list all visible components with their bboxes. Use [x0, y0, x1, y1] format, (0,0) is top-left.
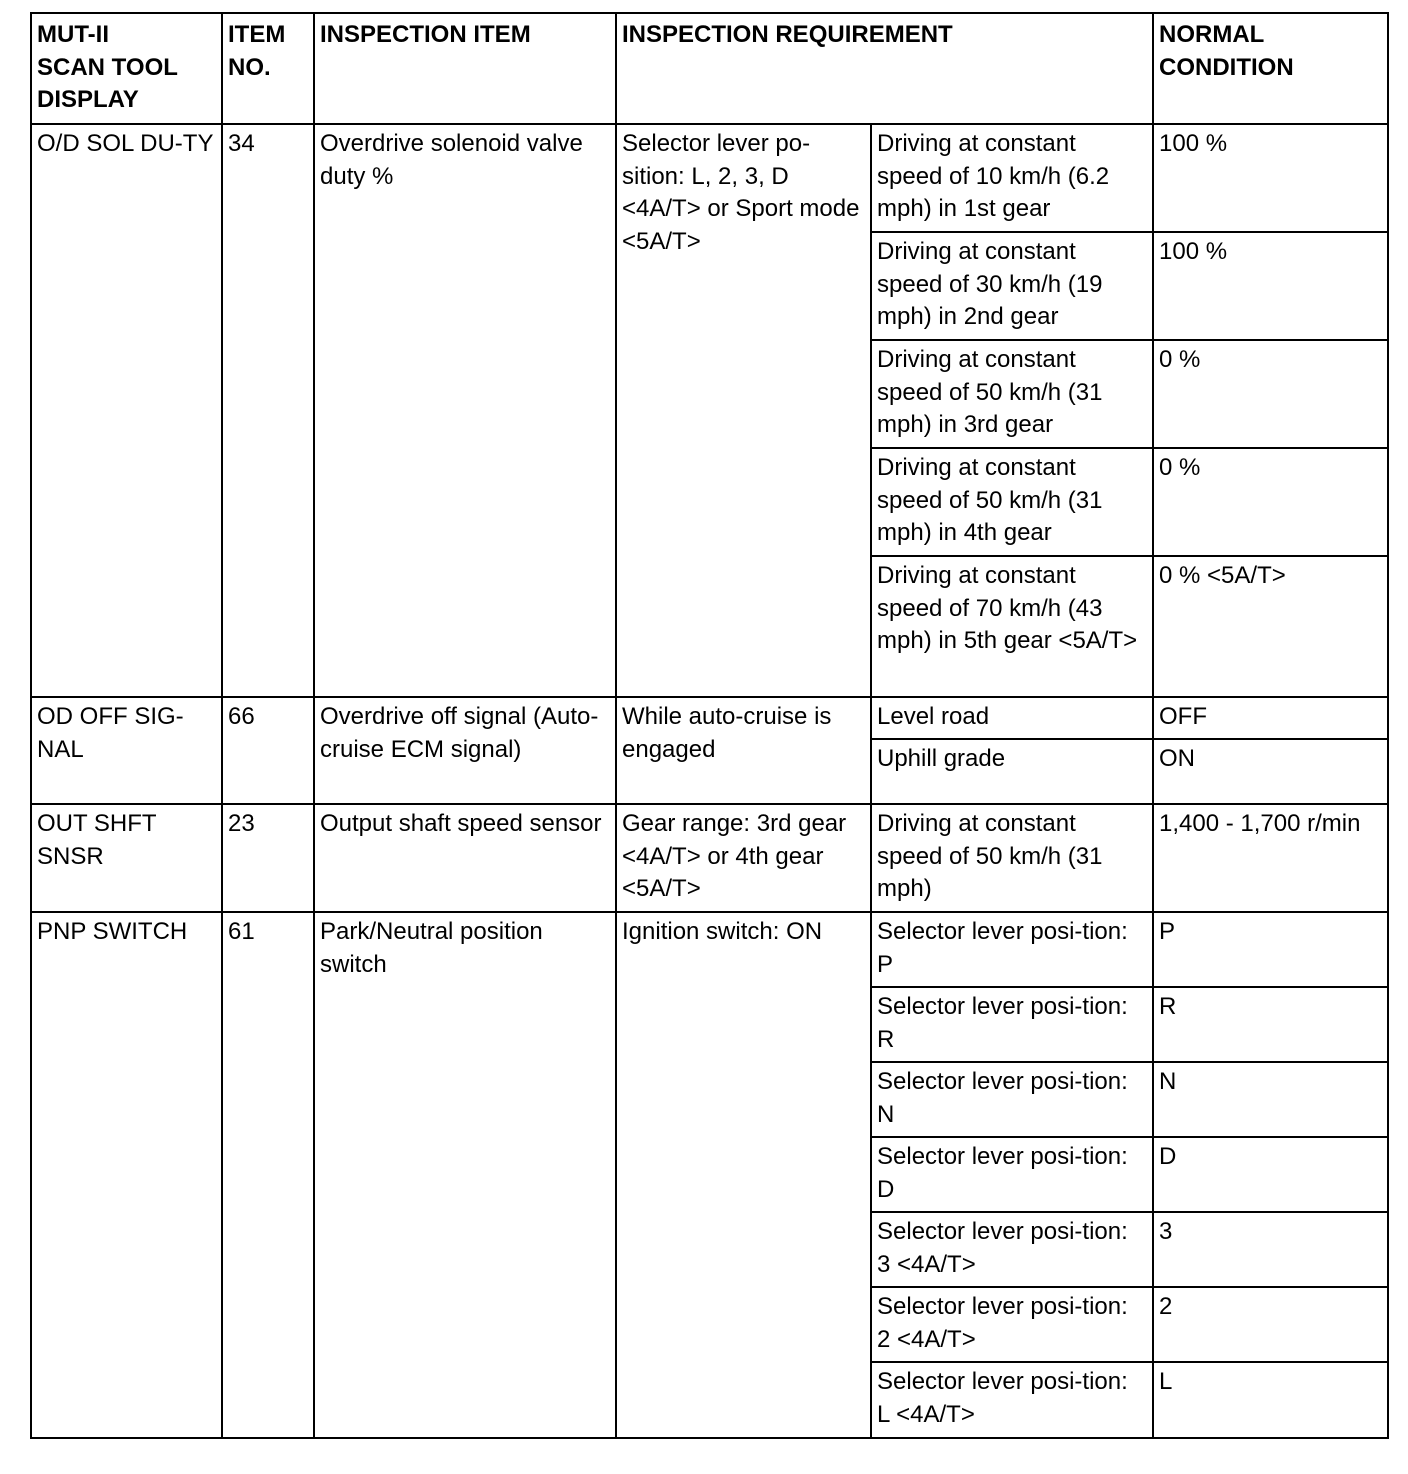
condition-cell: Driving at constant speed of 70 km/h (43 mph) in 5th gear <5A/T> [871, 556, 1153, 697]
table-row [31, 804, 1388, 912]
header-inspection-item: INSPECTION ITEM [314, 13, 616, 124]
item-no-cell: 23 [222, 804, 314, 912]
condition-cell: Driving at constant speed of 50 km/h (31 mph) in 3rd gear [871, 340, 1153, 448]
header-row [31, 13, 1388, 124]
condition-cell: Selector lever posi-tion: P [871, 912, 1153, 987]
condition-cell: Driving at constant speed of 30 km/h (19 mph) in 2nd gear [871, 232, 1153, 340]
scan-tool-display-cell: O/D SOL DU-TY [31, 124, 222, 697]
normal-value-cell: D [1153, 1137, 1388, 1212]
condition-cell: Selector lever posi-tion: 3 <4A/T> [871, 1212, 1153, 1287]
condition-cell: Driving at constant speed of 10 km/h (6.2 mph) in 1st gear [871, 124, 1153, 232]
inspection-item-cell: Overdrive off signal (Auto-cruise ECM signal) [314, 697, 616, 804]
normal-value-cell: 2 [1153, 1287, 1388, 1362]
condition-cell: Uphill grade [871, 739, 1153, 804]
item-no-cell: 61 [222, 912, 314, 1438]
table-row [31, 912, 1388, 987]
inspection-table [30, 12, 1389, 1439]
header-normal-condition: NORMAL CONDITION [1153, 13, 1388, 124]
item-no-cell: 66 [222, 697, 314, 804]
normal-value-cell: 0 % [1153, 340, 1388, 448]
header-scan-tool-display: MUT-II SCAN TOOL DISPLAY [31, 13, 222, 124]
condition-cell: Selector lever posi-tion: L <4A/T> [871, 1362, 1153, 1438]
table-row [31, 697, 1388, 739]
header-inspection-requirement: INSPECTION REQUIREMENT [616, 13, 1153, 124]
condition-cell: Driving at constant speed of 50 km/h (31 mph) in 4th gear [871, 448, 1153, 556]
requirement-cell: Selector lever po-sition: L, 2, 3, D <4A/T> or Sport mode <5A/T> [616, 124, 871, 697]
table-row [31, 124, 1388, 232]
normal-value-cell: OFF [1153, 697, 1388, 739]
normal-value-cell: 0 % <5A/T> [1153, 556, 1388, 697]
item-no-cell: 34 [222, 124, 314, 697]
normal-value-cell: ON [1153, 739, 1388, 804]
normal-value-cell: 3 [1153, 1212, 1388, 1287]
inspection-item-cell: Overdrive solenoid valve duty % [314, 124, 616, 697]
inspection-item-cell: Output shaft speed sensor [314, 804, 616, 912]
normal-value-cell: 100 % [1153, 232, 1388, 340]
scan-tool-display-cell: OUT SHFT SNSR [31, 804, 222, 912]
scan-tool-display-cell: PNP SWITCH [31, 912, 222, 1438]
inspection-item-cell: Park/Neutral position switch [314, 912, 616, 1438]
normal-value-cell: R [1153, 987, 1388, 1062]
condition-cell: Level road [871, 697, 1153, 739]
normal-value-cell: 0 % [1153, 448, 1388, 556]
condition-cell: Driving at constant speed of 50 km/h (31 mph) [871, 804, 1153, 912]
normal-value-cell: L [1153, 1362, 1388, 1438]
normal-value-cell: P [1153, 912, 1388, 987]
condition-cell: Selector lever posi-tion: N [871, 1062, 1153, 1137]
header-item-no: ITEM NO. [222, 13, 314, 124]
normal-value-cell: 1,400 - 1,700 r/min [1153, 804, 1388, 912]
scan-tool-display-cell: OD OFF SIG-NAL [31, 697, 222, 804]
requirement-cell: While auto-cruise is engaged [616, 697, 871, 804]
normal-value-cell: 100 % [1153, 124, 1388, 232]
condition-cell: Selector lever posi-tion: R [871, 987, 1153, 1062]
requirement-cell: Ignition switch: ON [616, 912, 871, 1438]
condition-cell: Selector lever posi-tion: 2 <4A/T> [871, 1287, 1153, 1362]
normal-value-cell: N [1153, 1062, 1388, 1137]
condition-cell: Selector lever posi-tion: D [871, 1137, 1153, 1212]
requirement-cell: Gear range: 3rd gear <4A/T> or 4th gear <5A/T> [616, 804, 871, 912]
